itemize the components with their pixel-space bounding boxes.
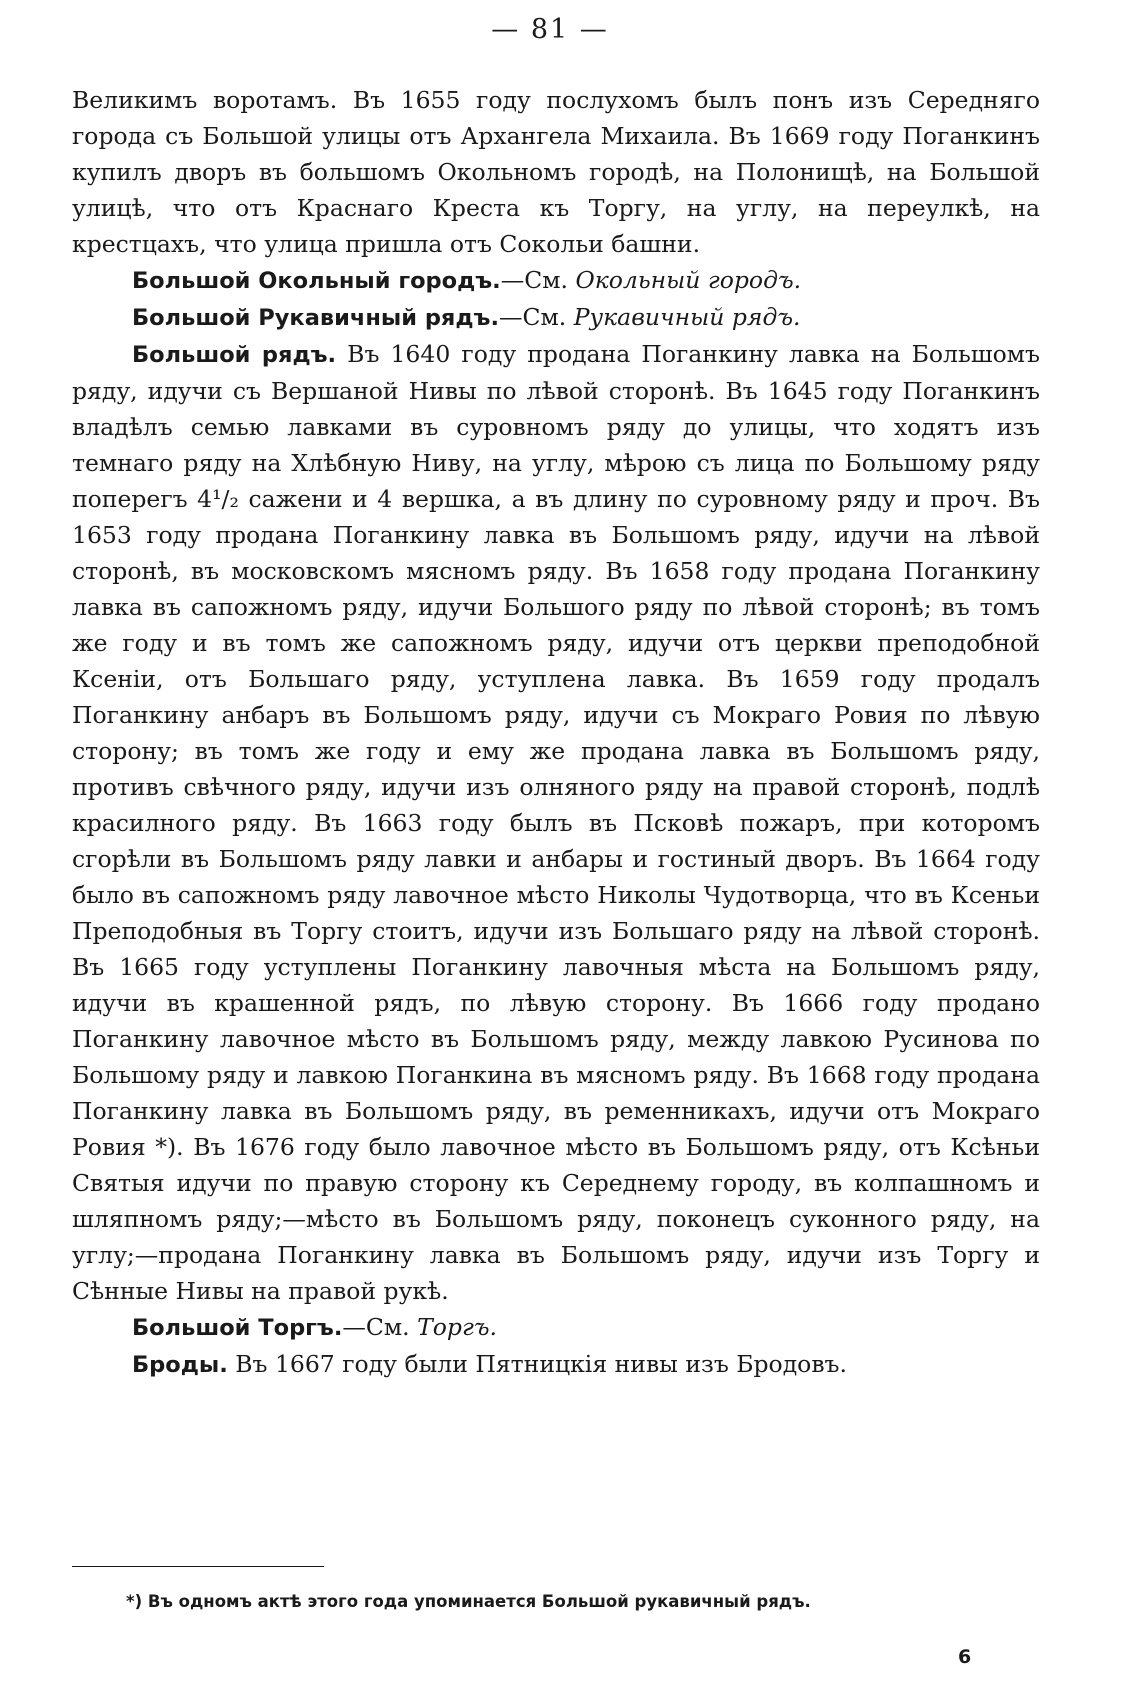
see-reference: Окольный городъ. [575, 266, 802, 294]
entry-bolshoy-okolny-gorod [72, 262, 1040, 299]
signature-mark: 6 [958, 1646, 972, 1668]
entry-bolshoy-ryad [72, 336, 1040, 1309]
entry-bolshoy-torg [72, 1309, 1040, 1346]
entry-title: Большой Торгъ. [132, 1315, 343, 1341]
entry-text: Въ 1667 году были Пятницкія нивы изъ Бродовъ. [227, 1350, 847, 1378]
paragraph-continuation [72, 82, 1040, 262]
see-label: —См. [500, 266, 576, 294]
footnote-divider [72, 1566, 324, 1567]
entry-title: Большой Рукавичный рядъ. [132, 305, 499, 331]
page-number: — 81 — [491, 14, 609, 45]
entry-title: Большой Окольный городъ. [132, 268, 501, 294]
entry-bolshoy-rukavichny-ryad [72, 299, 1040, 336]
see-reference: Рукавичный рядъ. [573, 303, 801, 331]
footnote: *) Въ одномъ актѣ этого года упоминается Большой рукавичный рядъ. [126, 1592, 811, 1611]
see-label: —См. [499, 303, 574, 331]
page-body [72, 82, 1040, 1383]
entry-brody [72, 1346, 1040, 1383]
paragraph-text: Великимъ воротамъ. Въ 1655 году послухомъ былъ понъ изъ Середняго города съ Большой улицы отъ Архангела Михаила. Въ 1669 году Поганкинъ купилъ дворъ въ большомъ Окольномъ городѣ, на Полонищѣ, на Большой улицѣ, что отъ Краснаго Креста къ Торгу, на углу, на переулкѣ, на крестцахъ, что улица пришла отъ Сокольи башни. [72, 86, 1040, 258]
see-reference: Торгъ. [417, 1313, 497, 1341]
entry-title: Броды. [132, 1352, 228, 1378]
entry-title: Большой рядъ. [132, 342, 337, 368]
see-label: —См. [342, 1313, 418, 1341]
entry-text: Въ 1640 году продана Поганкину лавка на Большомъ ряду, идучи съ Вершаной Нивы по лѣвой сторонѣ. Въ 1645 году Поганкинъ владѣлъ семью лавками въ суровномъ ряду до улицы, что ходятъ изъ темнаго ряду на Хлѣбную Ниву, на углу, мѣрою съ лица по Большому ряду поперегъ 4¹/₂ сажени и 4 вершка, а въ длину по суровному ряду и проч. Въ 1653 году продана Поганкину лавка въ Большомъ ряду, идучи на лѣвой сторонѣ, въ московскомъ мясномъ ряду. Въ 1658 году продана Поганкину лавка въ сапожномъ ряду, идучи Большого ряду по лѣвой сторонѣ; въ томъ же году и въ томъ же сапожномъ ряду, идучи отъ церкви преподобной Ксеніи, отъ Большаго ряду, уступлена лавка. Въ 1659 году продалъ Поганкину анбаръ въ Большомъ ряду, идучи съ Мокраго Ровия по лѣвую сторону; въ томъ же году и ему же продана лавка въ Большомъ ряду, противъ свѣчного ряду, идучи изъ олняного ряду на правой сторонѣ, подлѣ красилного ряду. Въ 1663 году былъ въ Псковѣ пожаръ, при которомъ сгорѣли въ Большомъ ряду лавки и анбары и гостиный дворъ. Въ 1664 году было въ сапожномъ ряду лавочное мѣсто Николы Чудотворца, что въ Ксеньи Преподобныя въ Торгу стоитъ, идучи изъ Большаго ряду на лѣвой сторонѣ. Въ 1665 году уступлены Поганкину лавочныя мѣста на Большомъ ряду, идучи въ крашенной рядъ, по лѣвую сторону. Въ 1666 году продано Поганкину лавочное мѣсто въ Большомъ ряду, между лавкою Русинова по Большому ряду и лавкою Поганкина въ мясномъ ряду. Въ 1668 году продана Поганкину лавка въ Большомъ ряду, въ ременникахъ, идучи отъ Мокраго Ровия *). Въ 1676 году было лавочное мѣсто въ Большомъ ряду, отъ Ксѣньи Святыя идучи по правую сторону къ Середнему городу, въ колпашномъ и шляпномъ ряду;—мѣсто въ Большомъ ряду, поконецъ суконного ряду, на углу;—продана Поганкину лавка въ Большомъ ряду, идучи изъ Торгу и Сѣнные Нивы на правой рукѣ. [72, 340, 1040, 1305]
